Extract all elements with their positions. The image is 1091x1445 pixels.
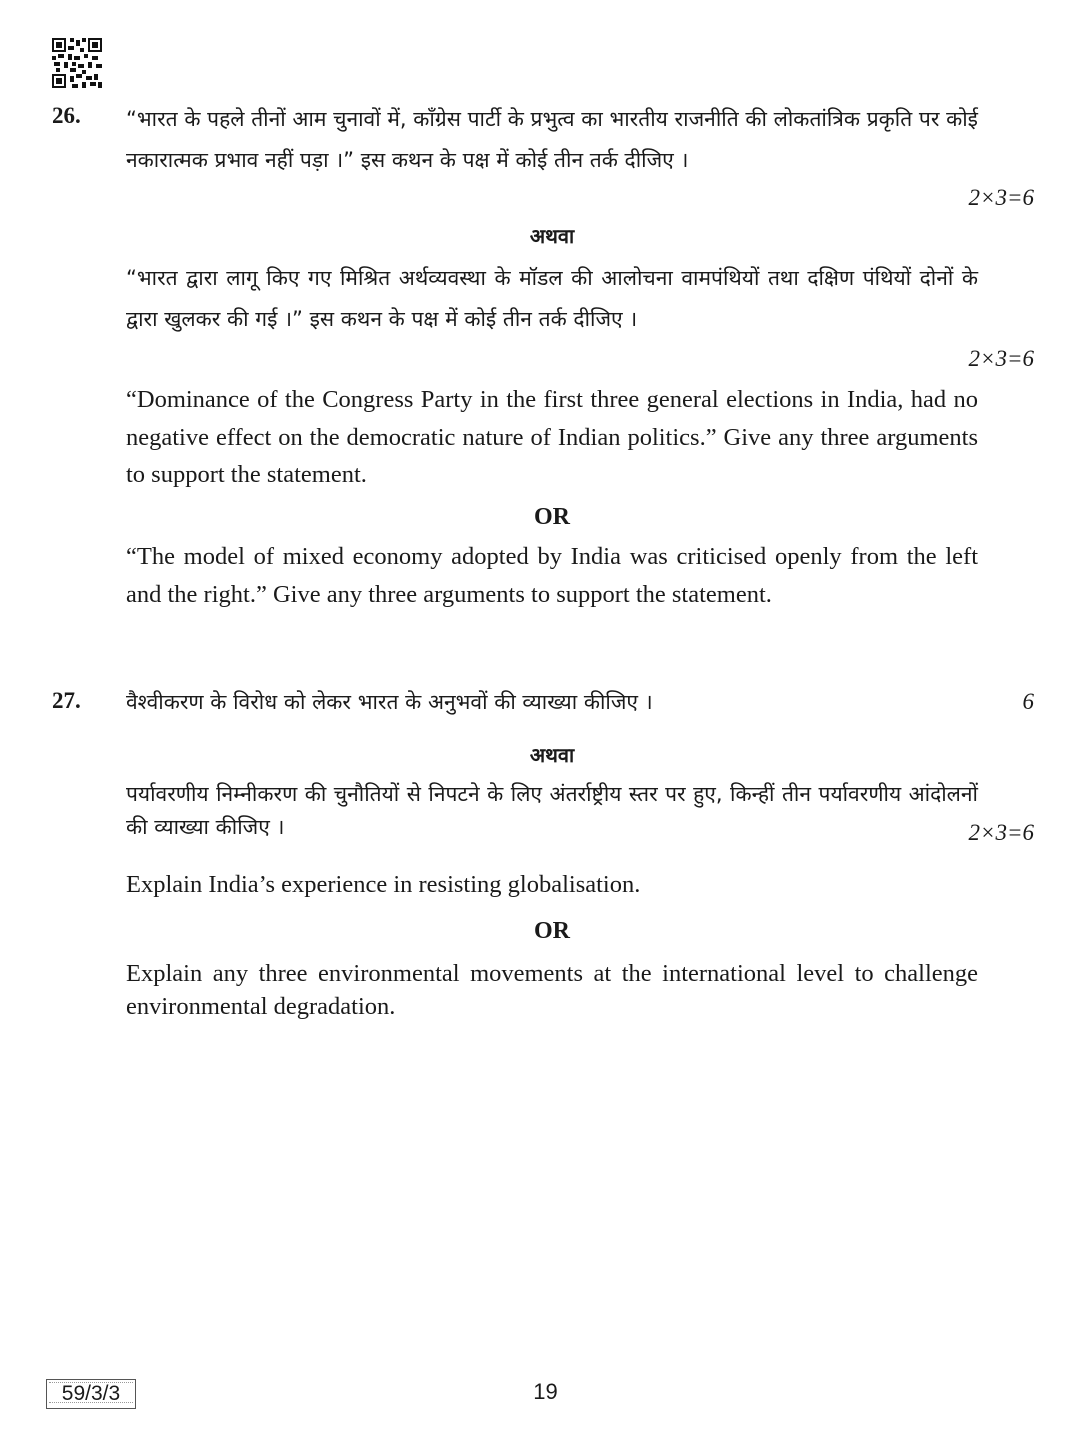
marks: 6 bbox=[1022, 689, 1034, 714]
marks: 2×3=6 bbox=[968, 185, 1034, 210]
question-text-english: “Dominance of the Congress Party in the first three general elections in India, had no negative effect on the democratic nature of Indian politics.” Give any three arguments to support the statement. bbox=[126, 386, 978, 488]
alternative-question-text-hindi: “भारत द्वारा लागू किए गए मिश्रित अर्थव्यवस्था के मॉडल की आलोचना वामपंथियों तथा दक्षिण पंथियों दोनों के द्वारा खुलकर की गई ।” इस कथन के पक्ष में कोई तीन तर्क दीजिए । bbox=[126, 266, 978, 331]
page-number: 19 bbox=[533, 1379, 558, 1404]
question-text-hindi: “भारत के पहले तीनों आम चुनावों में, काँग्रेस पार्टी के प्रभुत्व का भारतीय राजनीति की लोकतांत्रिक प्रकृति पर कोई नकारात्मक प्रभाव नहीं पड़ा ।” इस कथन के पक्ष में कोई तीन तर्क दीजिए । bbox=[126, 107, 978, 172]
qr-code-icon bbox=[52, 38, 102, 88]
question-number: 26. bbox=[52, 103, 81, 128]
question-text-english: Explain India’s experience in resisting globalisation. bbox=[126, 871, 641, 898]
alternative-question-text-english: Explain any three environmental movements at the international level to challenge environmental degradation. bbox=[126, 960, 978, 1020]
marks: 2×3=6 bbox=[968, 346, 1034, 371]
question-text-hindi: वैश्वीकरण के विरोध को लेकर भारत के अनुभवों की व्याख्या कीजिए । bbox=[126, 690, 653, 714]
alternative-question-text-hindi: पर्यावरणीय निम्नीकरण की चुनौतियों से निपटने के लिए अंतर्राष्ट्रीय स्तर पर हुए, किन्हीं तीन पर्यावरणीय आंदोलनों की व्याख्या कीजिए । bbox=[126, 782, 978, 839]
marks: 2×3=6 bbox=[968, 820, 1034, 845]
or-separator-hindi: अथवा bbox=[529, 224, 575, 248]
paper-code: 59/3/3 bbox=[61, 1382, 121, 1405]
or-separator-hindi: अथवा bbox=[529, 743, 575, 767]
or-separator-english: OR bbox=[534, 918, 570, 944]
alternative-question-text-english: “The model of mixed economy adopted by India was criticised openly from the left and the right.” Give any three arguments to support the statement. bbox=[126, 543, 978, 608]
question-number: 27. bbox=[52, 688, 81, 713]
or-separator-english: OR bbox=[534, 504, 570, 530]
